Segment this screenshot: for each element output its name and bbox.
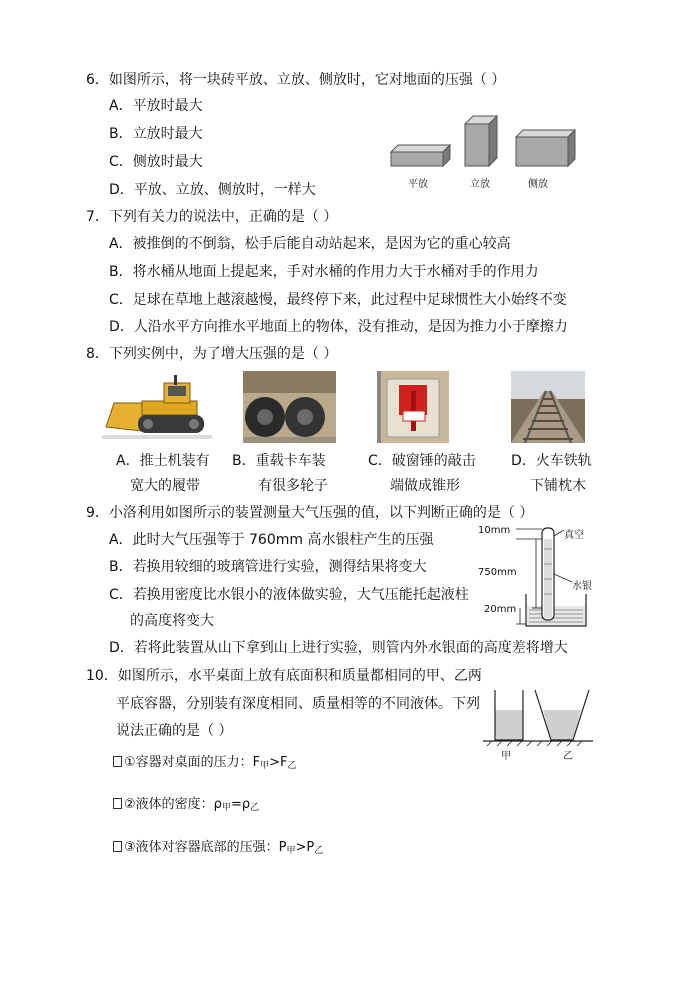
q6-option-b: B．立放时最大 [109,126,203,142]
label-750mm: 750mm [478,567,517,578]
brick-orientation-figure [388,112,583,172]
q8-option-d-line2: 下铺枕木 [530,478,586,494]
q9-option-d: D．若将此装置从山下拿到山上进行实验，则管内外水银面的高度差将增大 [109,640,568,656]
q6-option-a: A．平放时最大 [109,98,203,114]
q7-option-a: A．被推倒的不倒翁，松手后能自动站起来，是因为它的重心较高 [109,236,511,252]
q8-stem: 8．下列实例中，为了增大压强的是（ ） [86,346,338,362]
q9-option-a: A．此时大气压强等于 760mm 高水银柱产生的压强 [109,532,434,548]
label-yi: 乙 [563,751,573,762]
q9-option-c: C．若换用密度比水银小的液体做实验，大气压能托起液柱 [109,587,469,603]
q8-option-b-line2: 有很多轮子 [258,478,328,494]
brick-side [516,130,575,166]
q8-option-a-line1: A．推土机装有 [116,453,210,469]
q8-option-d-line1: D．火车铁轨 [511,453,592,469]
q6-stem: 6．如图所示，将一块砖平放、立放、侧放时，它对地面的压强（ ） [86,72,506,88]
q8-option-b-line1: B．重载卡车装 [232,453,326,469]
q9-option-c-cont: 的高度将变大 [130,613,214,629]
label-side: 侧放 [528,179,548,190]
brick-flat [391,145,450,166]
checkbox-icon [113,841,122,852]
railway-tracks-image [511,371,585,443]
q7-option-c: C．足球在草地上越滚越慢，最终停下来，此过程中足球惯性大小始终不变 [109,292,567,308]
label-10mm: 10mm [478,525,511,536]
brick-upright [465,116,497,166]
label-flat: 平放 [408,179,428,190]
bulldozer-image [102,371,212,443]
label-20mm: 20mm [484,604,517,615]
q10-stem-line3: 说法正确的是（ ） [116,723,233,739]
q10-statement-2: ②液体的密度：$\rho_甲=\rho_乙$ [113,795,259,818]
label-vacuum: 真空 [564,530,584,541]
q9-stem: 9．小洛利用如图所示的装置测量大气压强的值，以下判断正确的是（ ） [86,505,534,521]
containers-figure [483,686,593,746]
checkbox-icon [113,756,122,767]
q7-option-d: D．人沿水平方向推水平地面上的物体，没有推动，是因为推力小于摩擦力 [109,319,568,335]
q6-option-c: C．侧放时最大 [109,154,203,170]
checkbox-icon [113,798,122,809]
q9-option-b: B．若换用较细的玻璃管进行实验，测得结果将变大 [109,559,427,575]
q10-statement-3: ③液体对容器底部的压强：$P_甲>P_乙$ [113,838,323,861]
label-jia: 甲 [501,751,511,762]
q8-option-c-line1: C．破窗锤的敲击 [368,453,476,469]
q10-statement-1: ①容器对桌面的压力：$F_甲>F_乙$ [113,753,297,776]
q8-option-c-line2: 端做成锥形 [390,478,460,494]
label-upright: 立放 [470,179,490,190]
q6-option-d: D．平放、立放、侧放时，一样大 [109,182,316,198]
truck-wheels-image [243,371,336,443]
q7-option-b: B．将水桶从地面上提起来，手对水桶的作用力大于水桶对手的作用力 [109,264,539,280]
q10-stem-line1: 10．如图所示，水平桌面上放有底面积和质量都相同的甲、乙两 [86,668,482,684]
label-mercury: 水银 [572,581,592,592]
safety-hammer-image [377,371,449,443]
q7-stem: 7．下列有关力的说法中，正确的是（ ） [86,209,338,225]
q8-option-a-line2: 宽大的履带 [130,478,200,494]
q10-stem-line2: 平底容器，分别装有深度相同、质量相等的不同液体。下列 [116,696,480,712]
